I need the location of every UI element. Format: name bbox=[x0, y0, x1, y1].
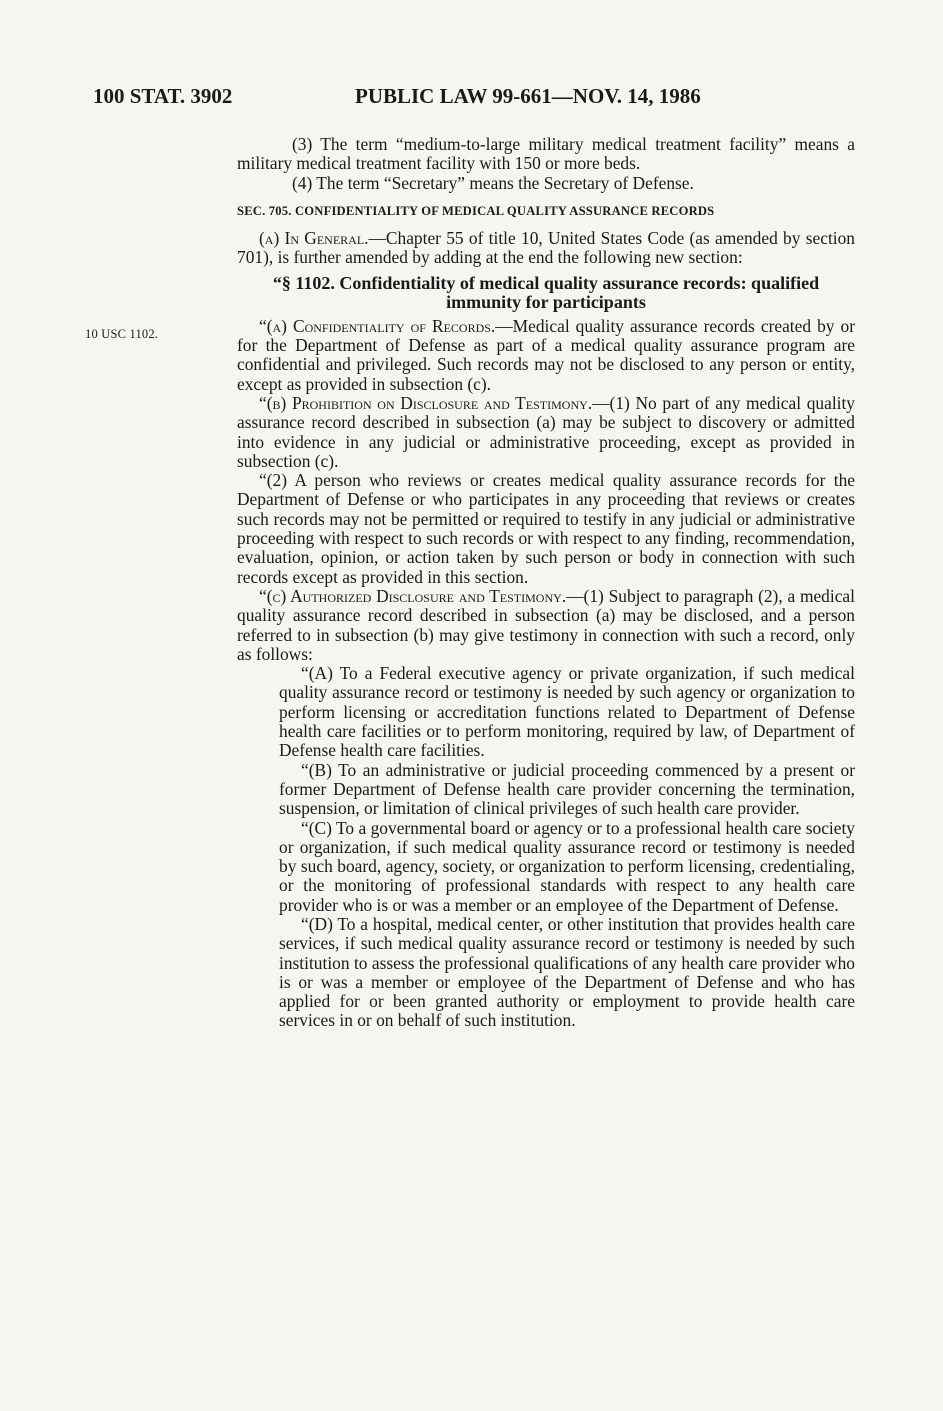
subsection-c-item-a: “(A) To a Federal executive agency or private organization, if such medical quality assurance record or testimony is needed by such agency or organization to perform licensing or accreditation functions related to Department of Defense health care facilities or to perform monitoring, required by law, of Department of Defense health care facilities. bbox=[279, 663, 855, 761]
sec-705-heading: SEC. 705. CONFIDENTIALITY OF MEDICAL QUALITY ASSURANCE RECORDS bbox=[237, 203, 715, 218]
subsection-b-paragraph-2: “(2) A person who reviews or creates medical quality assurance records for the Department of Defense or who participates in any proceeding that reviews or creates such records may not be permitted or required to testify in any judicial or administrative proceeding with respect to such records or with respect to any finding, recommendation, evaluation, opinion, or action taken by such person or body in connection with such records except as provided in this section. bbox=[237, 470, 855, 587]
margin-citation: 10 USC 1102. bbox=[85, 327, 159, 341]
definition-4: (4) The term “Secretary” means the Secretary of Defense. bbox=[292, 172, 694, 193]
subsection-c-item-d: “(D) To a hospital, medical center, or other institution that provides health care services, if such medical quality assurance record or testimony is needed by such institution to assess the professional qualifications of any health care provider who is or was a member or employee of the Department of Defense and who has applied for or been granted authority or employment to provide health care services in or on behalf of such institution. bbox=[279, 913, 855, 1031]
subsection-b-text: —(1) No part of any medical quality assurance record described in subsection (a) may be subject to discovery or admitted into evidence in any judicial or administrative proceeding, except as provided in subsection (c). bbox=[237, 392, 856, 471]
definition-3: (3) The term “medium-to-large military medical treatment facility” means a military medical treatment facility with 150 or more beds. bbox=[237, 134, 855, 174]
subsection-b-label: “(b) Prohibition on Disclosure and Testimony. bbox=[259, 392, 593, 413]
subsection-c-label: “(c) Authorized Disclosure and Testimony. bbox=[259, 585, 567, 606]
page-header bbox=[93, 84, 855, 114]
law-title: PUBLIC LAW 99-661—NOV. 14, 1986 bbox=[355, 84, 701, 108]
stat-page-number: 100 STAT. 3902 bbox=[93, 84, 233, 108]
general-label: (a) In General. bbox=[259, 228, 369, 249]
subsection-c-text: —(1) Subject to paragraph (2), a medical quality assurance record described in subsection (a) may be disclosed, and a person referred to in subsection (b) may give testimony in connection with such a record, only as follows: bbox=[237, 585, 855, 664]
subsection-c-item-c: “(C) To a governmental board or agency or to a professional health care society or organization, if such medical quality assurance record or testimony is needed by such board, agency, society, or organization to perform licensing, credentialing, or the monitoring of professional standards with respect to any health care provider who is or was a member or an employee of the Department of Defense. bbox=[279, 817, 855, 915]
general-text: —Chapter 55 of title 10, United States Code (as amended by section 701), is further amended by adding at the end the following new section: bbox=[237, 228, 855, 268]
subsection-a bbox=[237, 317, 855, 394]
subsection-a-text: —Medical quality assurance records created by or for the Department of Defense as part of a medical quality assurance program are confidential and privileged. Such records may not be disclosed to any person or entity, except as provided in subsection (c). bbox=[237, 315, 855, 394]
section-1102-heading: “§ 1102. Confidentiality of medical quality assurance records: qualified immunity for participants bbox=[272, 272, 820, 312]
subsection-c bbox=[237, 587, 855, 664]
subsection-b bbox=[237, 394, 855, 471]
general-paragraph bbox=[237, 229, 855, 268]
document-body bbox=[237, 135, 855, 1031]
subsection-a-label: “(a) Confidentiality of Records. bbox=[259, 315, 496, 336]
subsection-c-item-b: “(B) To an administrative or judicial proceeding commenced by a present or former Department of Defense health care provider concerning the termination, suspension, or limitation of clinical privileges of such health care provider. bbox=[279, 759, 855, 819]
